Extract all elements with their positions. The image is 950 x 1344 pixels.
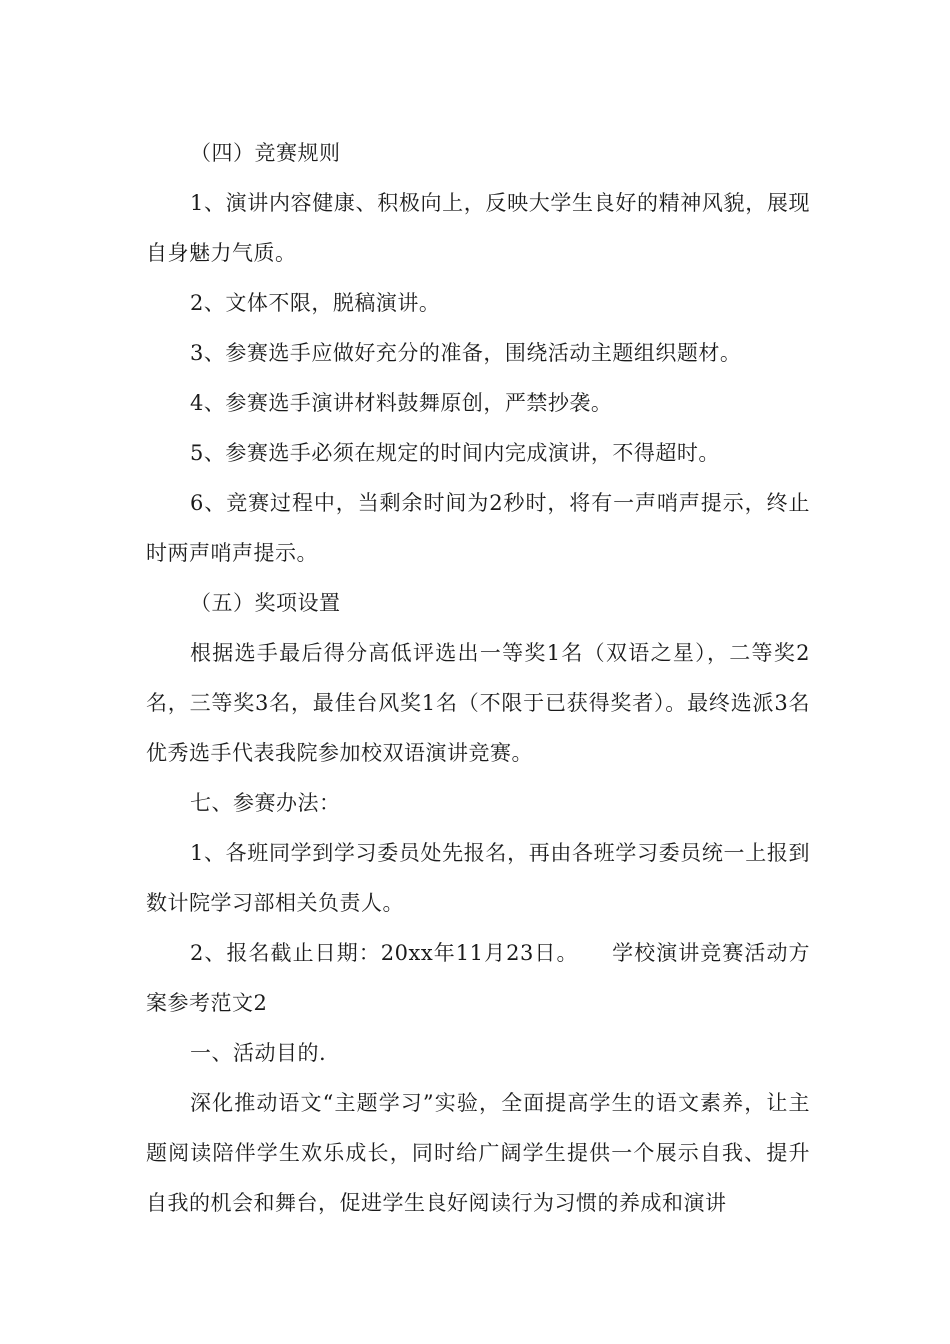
section-heading-awards: （五）奖项设置 <box>190 591 341 615</box>
participation-item-2: 2、报名截止日期：20xx年11月23日。 学校演讲竞赛活动方案参考范文2 <box>146 941 810 1015</box>
rule-item-4: 4、参赛选手演讲材料鼓舞原创，严禁抄袭。 <box>190 391 613 415</box>
purpose-paragraph: 深化推动语文“主题学习”实验，全面提高学生的语文素养，让主题阅读陪伴学生欢乐成长，同时给广阔学生提供一个展示自我、提升自我的机会和舞台，促进学生良好阅读行为习惯的养成和演讲 <box>146 1091 810 1215</box>
rule-item-6: 6、竞赛过程中，当剩余时间为2秒时，将有一声哨声提示，终止时两声哨声提示。 <box>146 491 810 565</box>
rule-item-5: 5、参赛选手必须在规定的时间内完成演讲，不得超时。 <box>190 441 720 465</box>
awards-paragraph: 根据选手最后得分高低评选出一等奖1名（双语之星），二等奖2名，三等奖3名，最佳台风奖1名（不限于已获得奖者）。最终选派3名优秀选手代表我院参加校双语演讲竞赛。 <box>146 641 810 765</box>
section-heading-competition-rules: （四）竞赛规则 <box>190 141 341 165</box>
section-heading-purpose: 一、活动目的. <box>190 1041 327 1065</box>
participation-item-1: 1、各班同学到学习委员处先报名，再由各班学习委员统一上报到数计院学习部相关负责人。 <box>146 841 810 915</box>
rule-item-2: 2、文体不限，脱稿演讲。 <box>190 291 441 315</box>
document-body <box>146 128 810 1228</box>
rule-item-3: 3、参赛选手应做好充分的准备，围绕活动主题组织题材。 <box>190 341 742 365</box>
section-heading-participation: 七、参赛办法： <box>190 791 341 815</box>
rule-item-1: 1、演讲内容健康、积极向上，反映大学生良好的精神风貌，展现自身魅力气质。 <box>146 191 810 265</box>
